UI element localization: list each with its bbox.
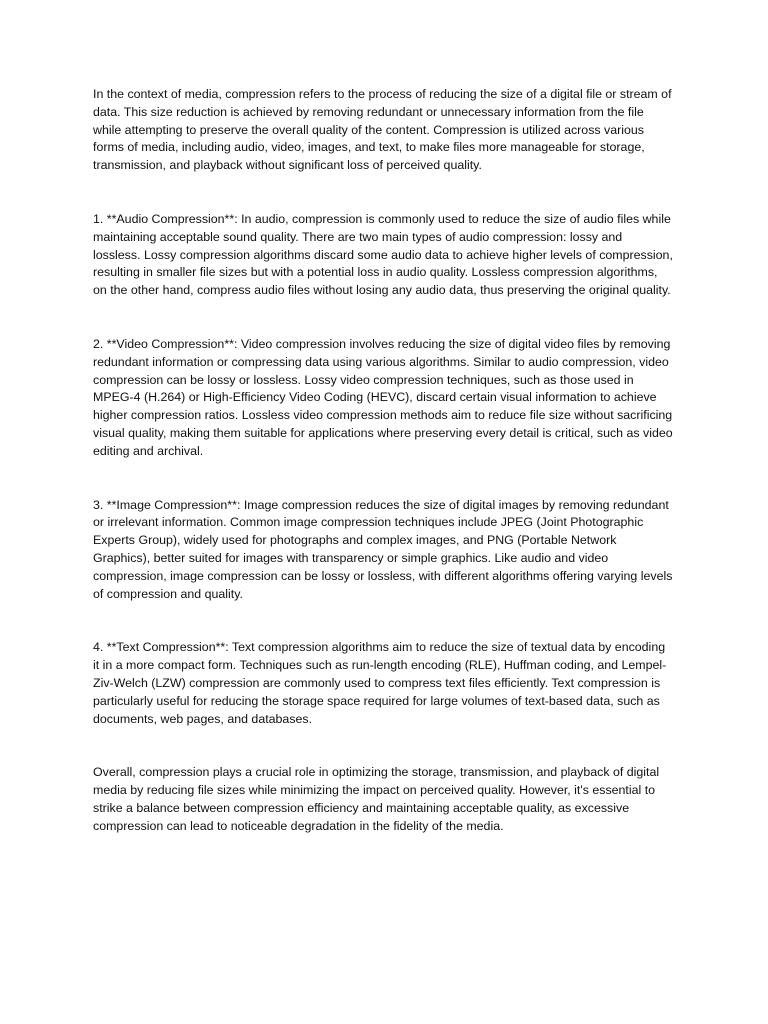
text-compression-paragraph: 4. **Text Compression**: Text compression algorithms aim to reduce the size of textual data by encoding it in a more compact form. Techniques such as run-length encoding (RLE), Huffman coding, and Lempel-Ziv-Welch (LZW) compression are commonly used to compress text files efficiently. Text compression is particularly useful for reducing the storage space required for large volumes of text-based data, such as documents, web pages, and databases. <box>93 640 667 726</box>
conclusion-paragraph: Overall, compression plays a crucial role in optimizing the storage, transmission, and playback of digital media by reducing file sizes while minimizing the impact on perceived quality. However, it's essential to strike a balance between compression efficiency and maintaining acceptable quality, as excessive compression can lead to noticeable degradation in the fidelity of the media. <box>93 765 660 833</box>
audio-compression-paragraph: 1. **Audio Compression**: In audio, compression is commonly used to reduce the size of audio files while maintaining acceptable sound quality. There are two main types of audio compression: lossy and lossless. Lossy compression algorithms discard some audio data to achieve higher levels of compression, resulting in smaller file sizes but with a potential loss in audio quality. Lossless compression algorithms, on the other hand, compress audio files without losing any audio data, thus preserving the original quality. <box>93 211 673 298</box>
image-compression-paragraph: 3. **Image Compression**: Image compression reduces the size of digital images by removing redundant or irrelevant information. Common image compression techniques include JPEG (Joint Photographic Experts Group), widely used for photographs and complex images, and PNG (Portable Network Graphics), better suited for images with transparency or simple graphics. Like audio and video compression, image compression can be lossy or lossless, with different algorithms offering varying levels of compression and quality. <box>93 497 673 601</box>
document-body <box>93 86 673 836</box>
intro-paragraph: In the context of media, compression refers to the process of reducing the size of a digital file or stream of data. This size reduction is achieved by removing redundant or unnecessary information from the file while attempting to preserve the overall quality of the content. Compression is utilized across various forms of media, including audio, video, images, and text, to make files more manageable for storage, transmission, and playback without significant loss of perceived quality. <box>93 87 672 173</box>
video-compression-paragraph: 2. **Video Compression**: Video compression involves reducing the size of digital video files by removing redundant information or compressing data using various algorithms. Similar to audio compression, video compression can be lossy or lossless. Lossy video compression techniques, such as those used in MPEG-4 (H.264) or High-Efficiency Video Coding (HEVC), discard certain visual information to achieve higher compression ratios. Lossless video compression methods aim to reduce file size without sacrificing visual quality, making them suitable for applications where preserving every detail is critical, such as video editing and archival. <box>93 336 673 458</box>
